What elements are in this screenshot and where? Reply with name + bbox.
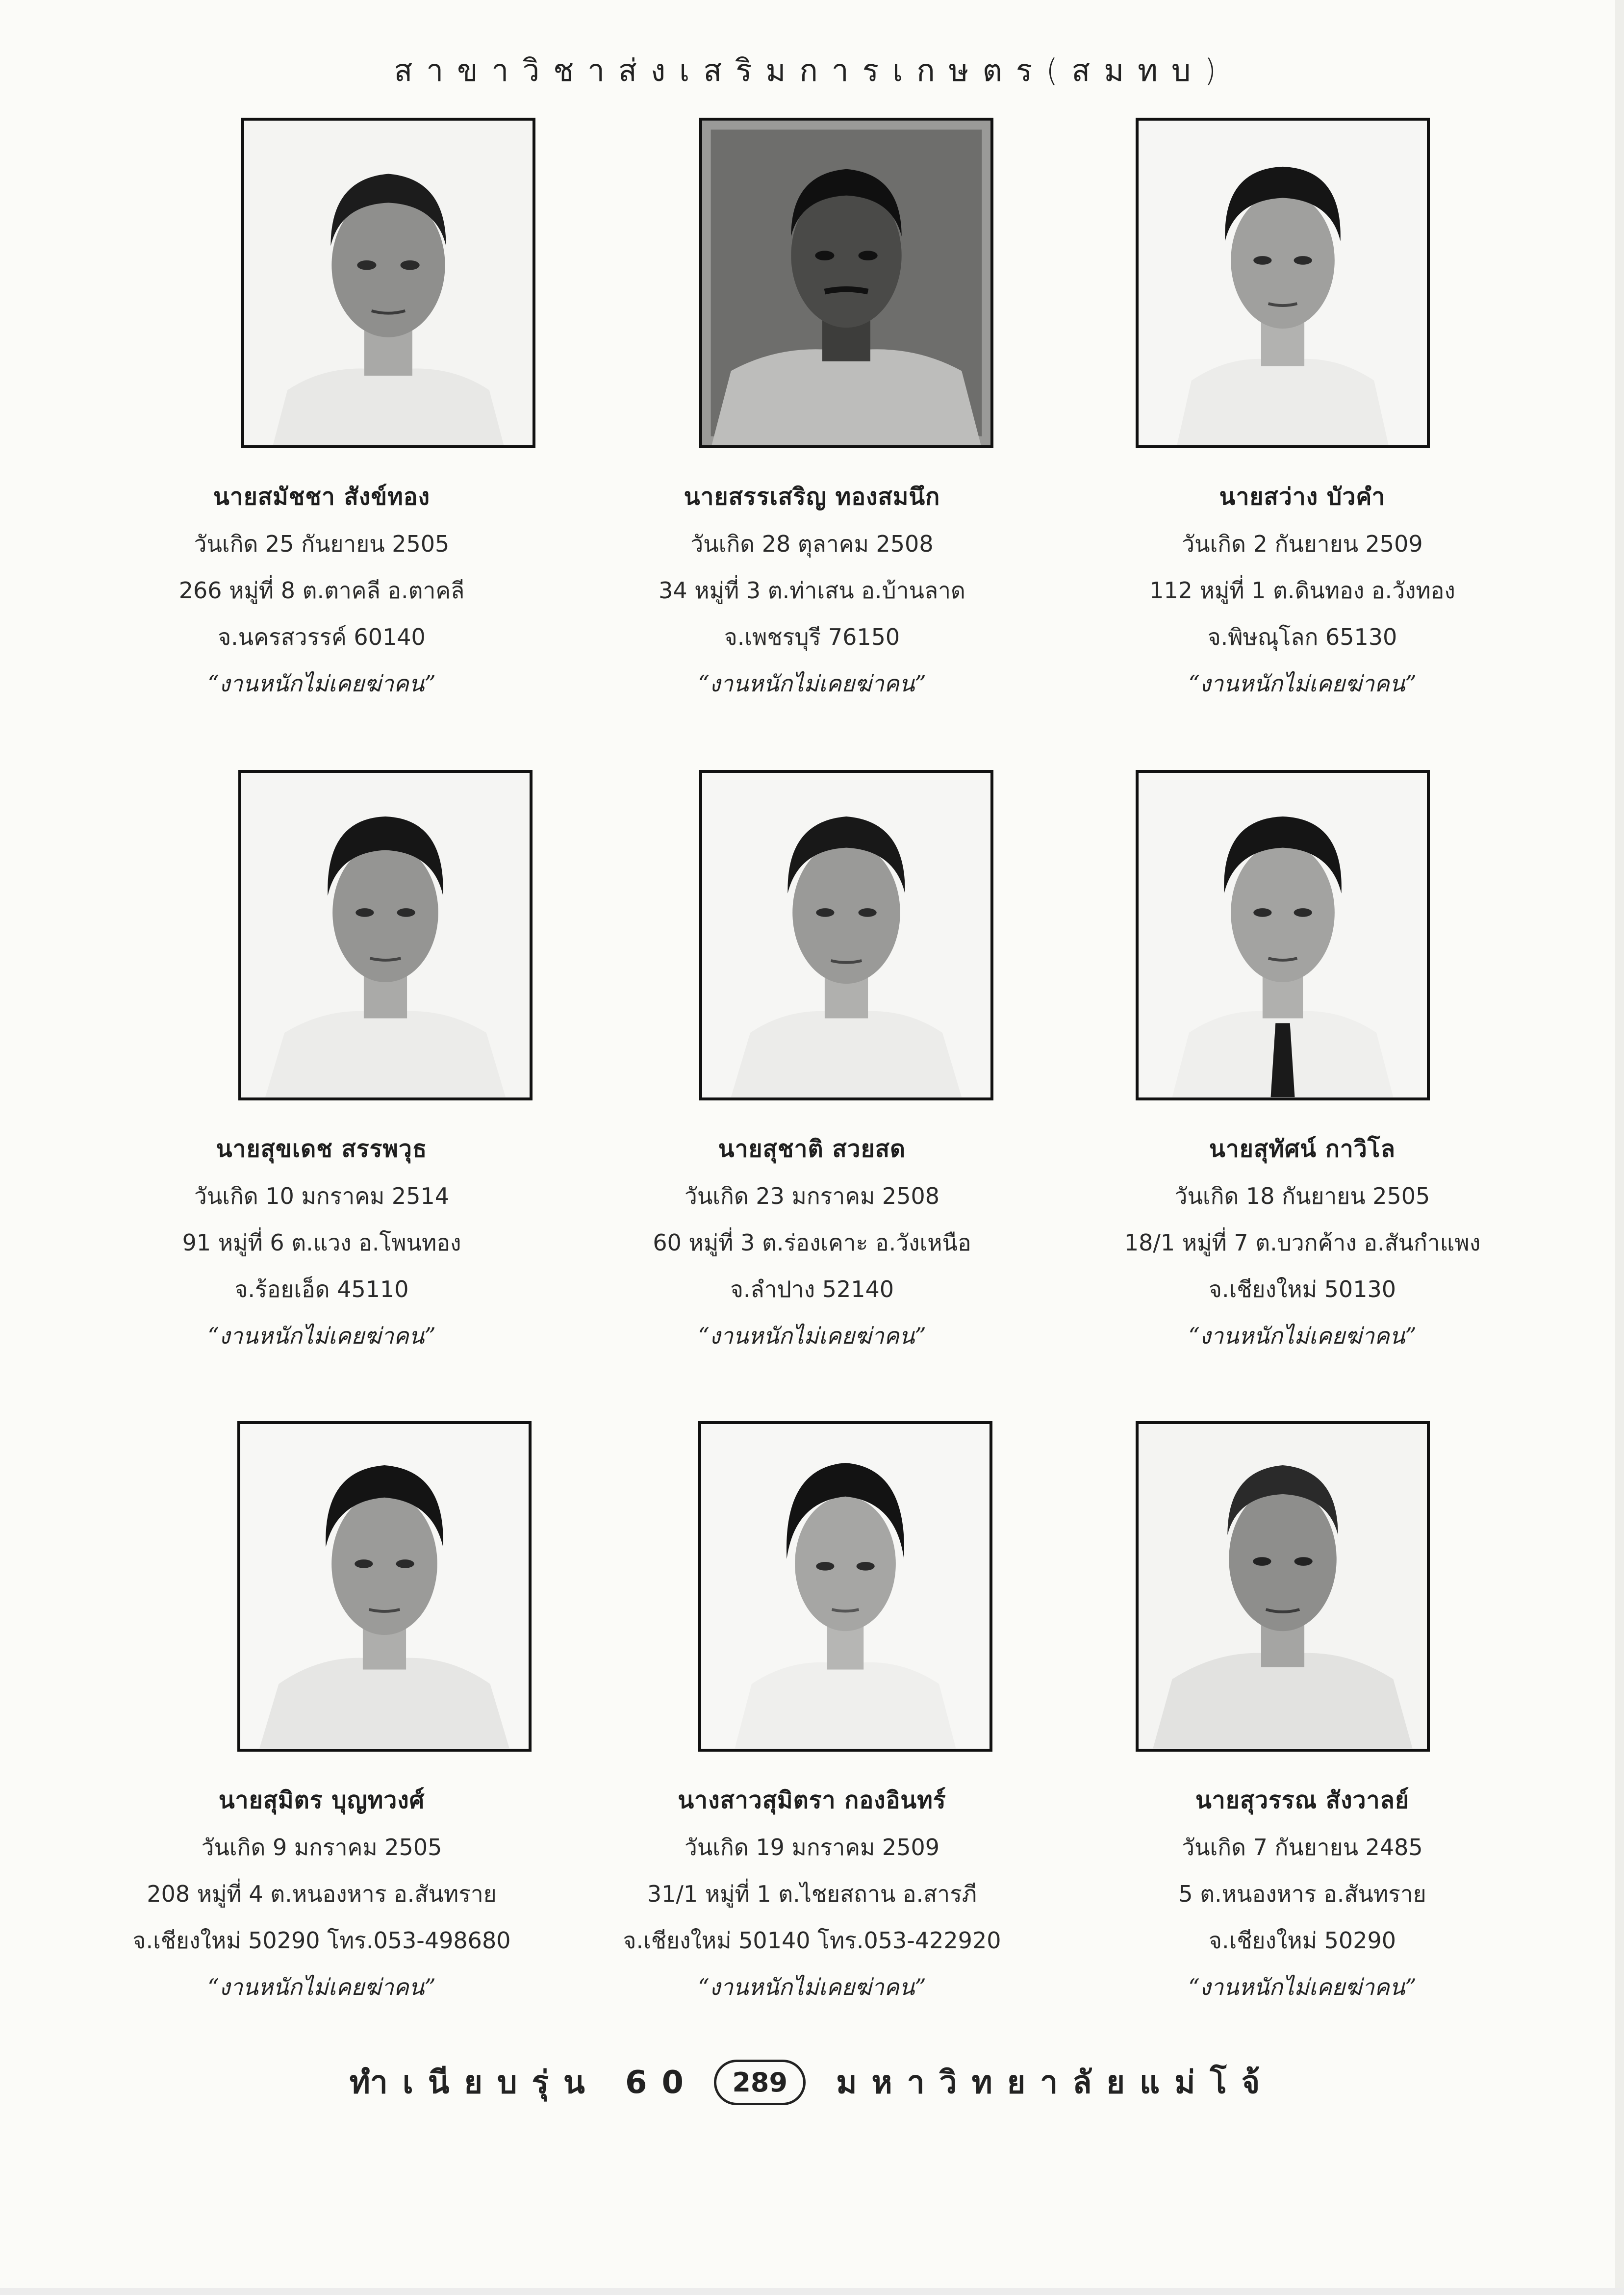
person-row (0, 118, 1624, 755)
portrait-photo (1136, 770, 1430, 1100)
page-footer (0, 2057, 1624, 2107)
scan-edge-right (1615, 0, 1624, 2295)
motto: “งานหนักไม่เคยฆ่าคน” (1188, 1323, 1417, 1349)
portrait-photo (238, 770, 533, 1100)
motto: “งานหนักไม่เคยฆ่าคน” (1188, 1974, 1417, 2000)
province: จ.เชียงใหม่ 50290 (1209, 1927, 1396, 1954)
portrait-figure (1139, 121, 1427, 445)
portrait-photo (241, 118, 535, 448)
province: จ.ร้อยเอ็ด 45110 (234, 1276, 409, 1302)
motto: “งานหนักไม่เคยฆ่าคน” (698, 1974, 926, 2000)
province: จ.ลำปาง 52140 (730, 1276, 894, 1302)
province: จ.เชียงใหม่ 50130 (1209, 1276, 1396, 1302)
motto: “งานหนักไม่เคยฆ่าคน” (698, 1323, 926, 1349)
motto: “งานหนักไม่เคยฆ่าคน” (207, 670, 436, 697)
birth-date: วันเกิด 9 มกราคม 2505 (201, 1834, 442, 1861)
portrait-figure (702, 773, 990, 1097)
address: 18/1 หมู่ที่ 7 ต.บวกค้าง อ.สันกำแพง (1124, 1229, 1481, 1256)
motto: “งานหนักไม่เคยฆ่าคน” (207, 1323, 436, 1349)
person-name: นายสุวรรณ สังวาลย์ (1195, 1786, 1410, 1814)
portrait-photo (1136, 118, 1430, 448)
birth-date: วันเกิด 23 มกราคม 2508 (685, 1183, 939, 1209)
portrait-figure (244, 121, 533, 445)
province: จ.เชียงใหม่ 50140 โทร.053-422920 (623, 1927, 1001, 1954)
birth-date: วันเกิด 25 กันยายน 2505 (194, 531, 450, 557)
portrait-figure (240, 1424, 529, 1749)
person-row (0, 1421, 1624, 2059)
province: จ.เพชรบุรี 76150 (724, 624, 900, 650)
person-name: นายสว่าง บัวคำ (1219, 483, 1386, 510)
address: 208 หมู่ที่ 4 ต.หนองหาร อ.สันทราย (147, 1881, 497, 1907)
birth-date: วันเกิด 28 ตุลาคม 2508 (690, 531, 934, 557)
person-name: นางสาวสุมิตรา กองอินทร์ (678, 1786, 946, 1814)
province: จ.เชียงใหม่ 50290 โทร.053-498680 (132, 1927, 511, 1954)
motto: “งานหนักไม่เคยฆ่าคน” (1188, 670, 1417, 697)
footer-university-name: มหาวิทยาลัยแม่โจ้ (836, 2065, 1275, 2101)
address: 60 หมู่ที่ 3 ต.ร่องเคาะ อ.วังเหนือ (653, 1229, 971, 1256)
portrait-figure (1139, 773, 1427, 1097)
address: 5 ต.หนองหาร อ.สันทราย (1178, 1881, 1426, 1907)
page-header: สาขาวิชาส่งเสริมการเกษตร(สมทบ) (394, 52, 1230, 88)
scan-edge-bottom (0, 2288, 1624, 2295)
motto: “งานหนักไม่เคยฆ่าคน” (207, 1974, 436, 2000)
birth-date: วันเกิด 19 มกราคม 2509 (685, 1834, 939, 1861)
portrait-figure (1139, 1424, 1427, 1749)
person-name: นายสุมิตร บุญทวงศ์ (218, 1786, 425, 1814)
province: จ.นครสวรรค์ 60140 (218, 624, 426, 650)
birth-date: วันเกิด 2 กันยายน 2509 (1182, 531, 1423, 557)
address: 266 หมู่ที่ 8 ต.ตาคลี อ.ตาคลี (178, 577, 465, 604)
page-number: 289 (714, 2060, 806, 2105)
address: 34 หมู่ที่ 3 ต.ท่าเสน อ.บ้านลาด (659, 577, 965, 604)
person-name: นายสุทัศน์ กาวิโล (1209, 1135, 1396, 1163)
person-name: นายสมัชชา สังข์ทอง (213, 483, 431, 510)
province: จ.พิษณุโลก 65130 (1207, 624, 1397, 650)
person-name: นายสุชาติ สวยสด (718, 1135, 906, 1163)
birth-date: วันเกิด 7 กันยายน 2485 (1182, 1834, 1423, 1861)
portrait-photo (698, 1421, 992, 1752)
person-row (0, 770, 1624, 1407)
person-name: นายสุขเดช สรรพวุธ (216, 1135, 428, 1163)
birth-date: วันเกิด 10 มกราคม 2514 (194, 1183, 449, 1209)
portrait-photo (237, 1421, 532, 1752)
portrait-figure (701, 1424, 990, 1749)
address: 31/1 หมู่ที่ 1 ต.ไชยสถาน อ.สารภี (647, 1881, 977, 1907)
address: 91 หมู่ที่ 6 ต.แวง อ.โพนทอง (182, 1229, 461, 1256)
portrait-photo (1136, 1421, 1430, 1752)
portrait-figure (702, 121, 990, 445)
portrait-photo (699, 770, 993, 1100)
portrait-photo (699, 118, 993, 448)
person-name: นายสรรเสริญ ทองสมนึก (684, 483, 940, 510)
motto: “งานหนักไม่เคยฆ่าคน” (698, 670, 926, 697)
portrait-figure (241, 773, 530, 1097)
birth-date: วันเกิด 18 กันยายน 2505 (1174, 1183, 1430, 1209)
address: 112 หมู่ที่ 1 ต.ดินทอง อ.วังทอง (1149, 577, 1455, 604)
footer-yearbook-title: ทำเนียบรุ่น 60 (349, 2065, 699, 2101)
